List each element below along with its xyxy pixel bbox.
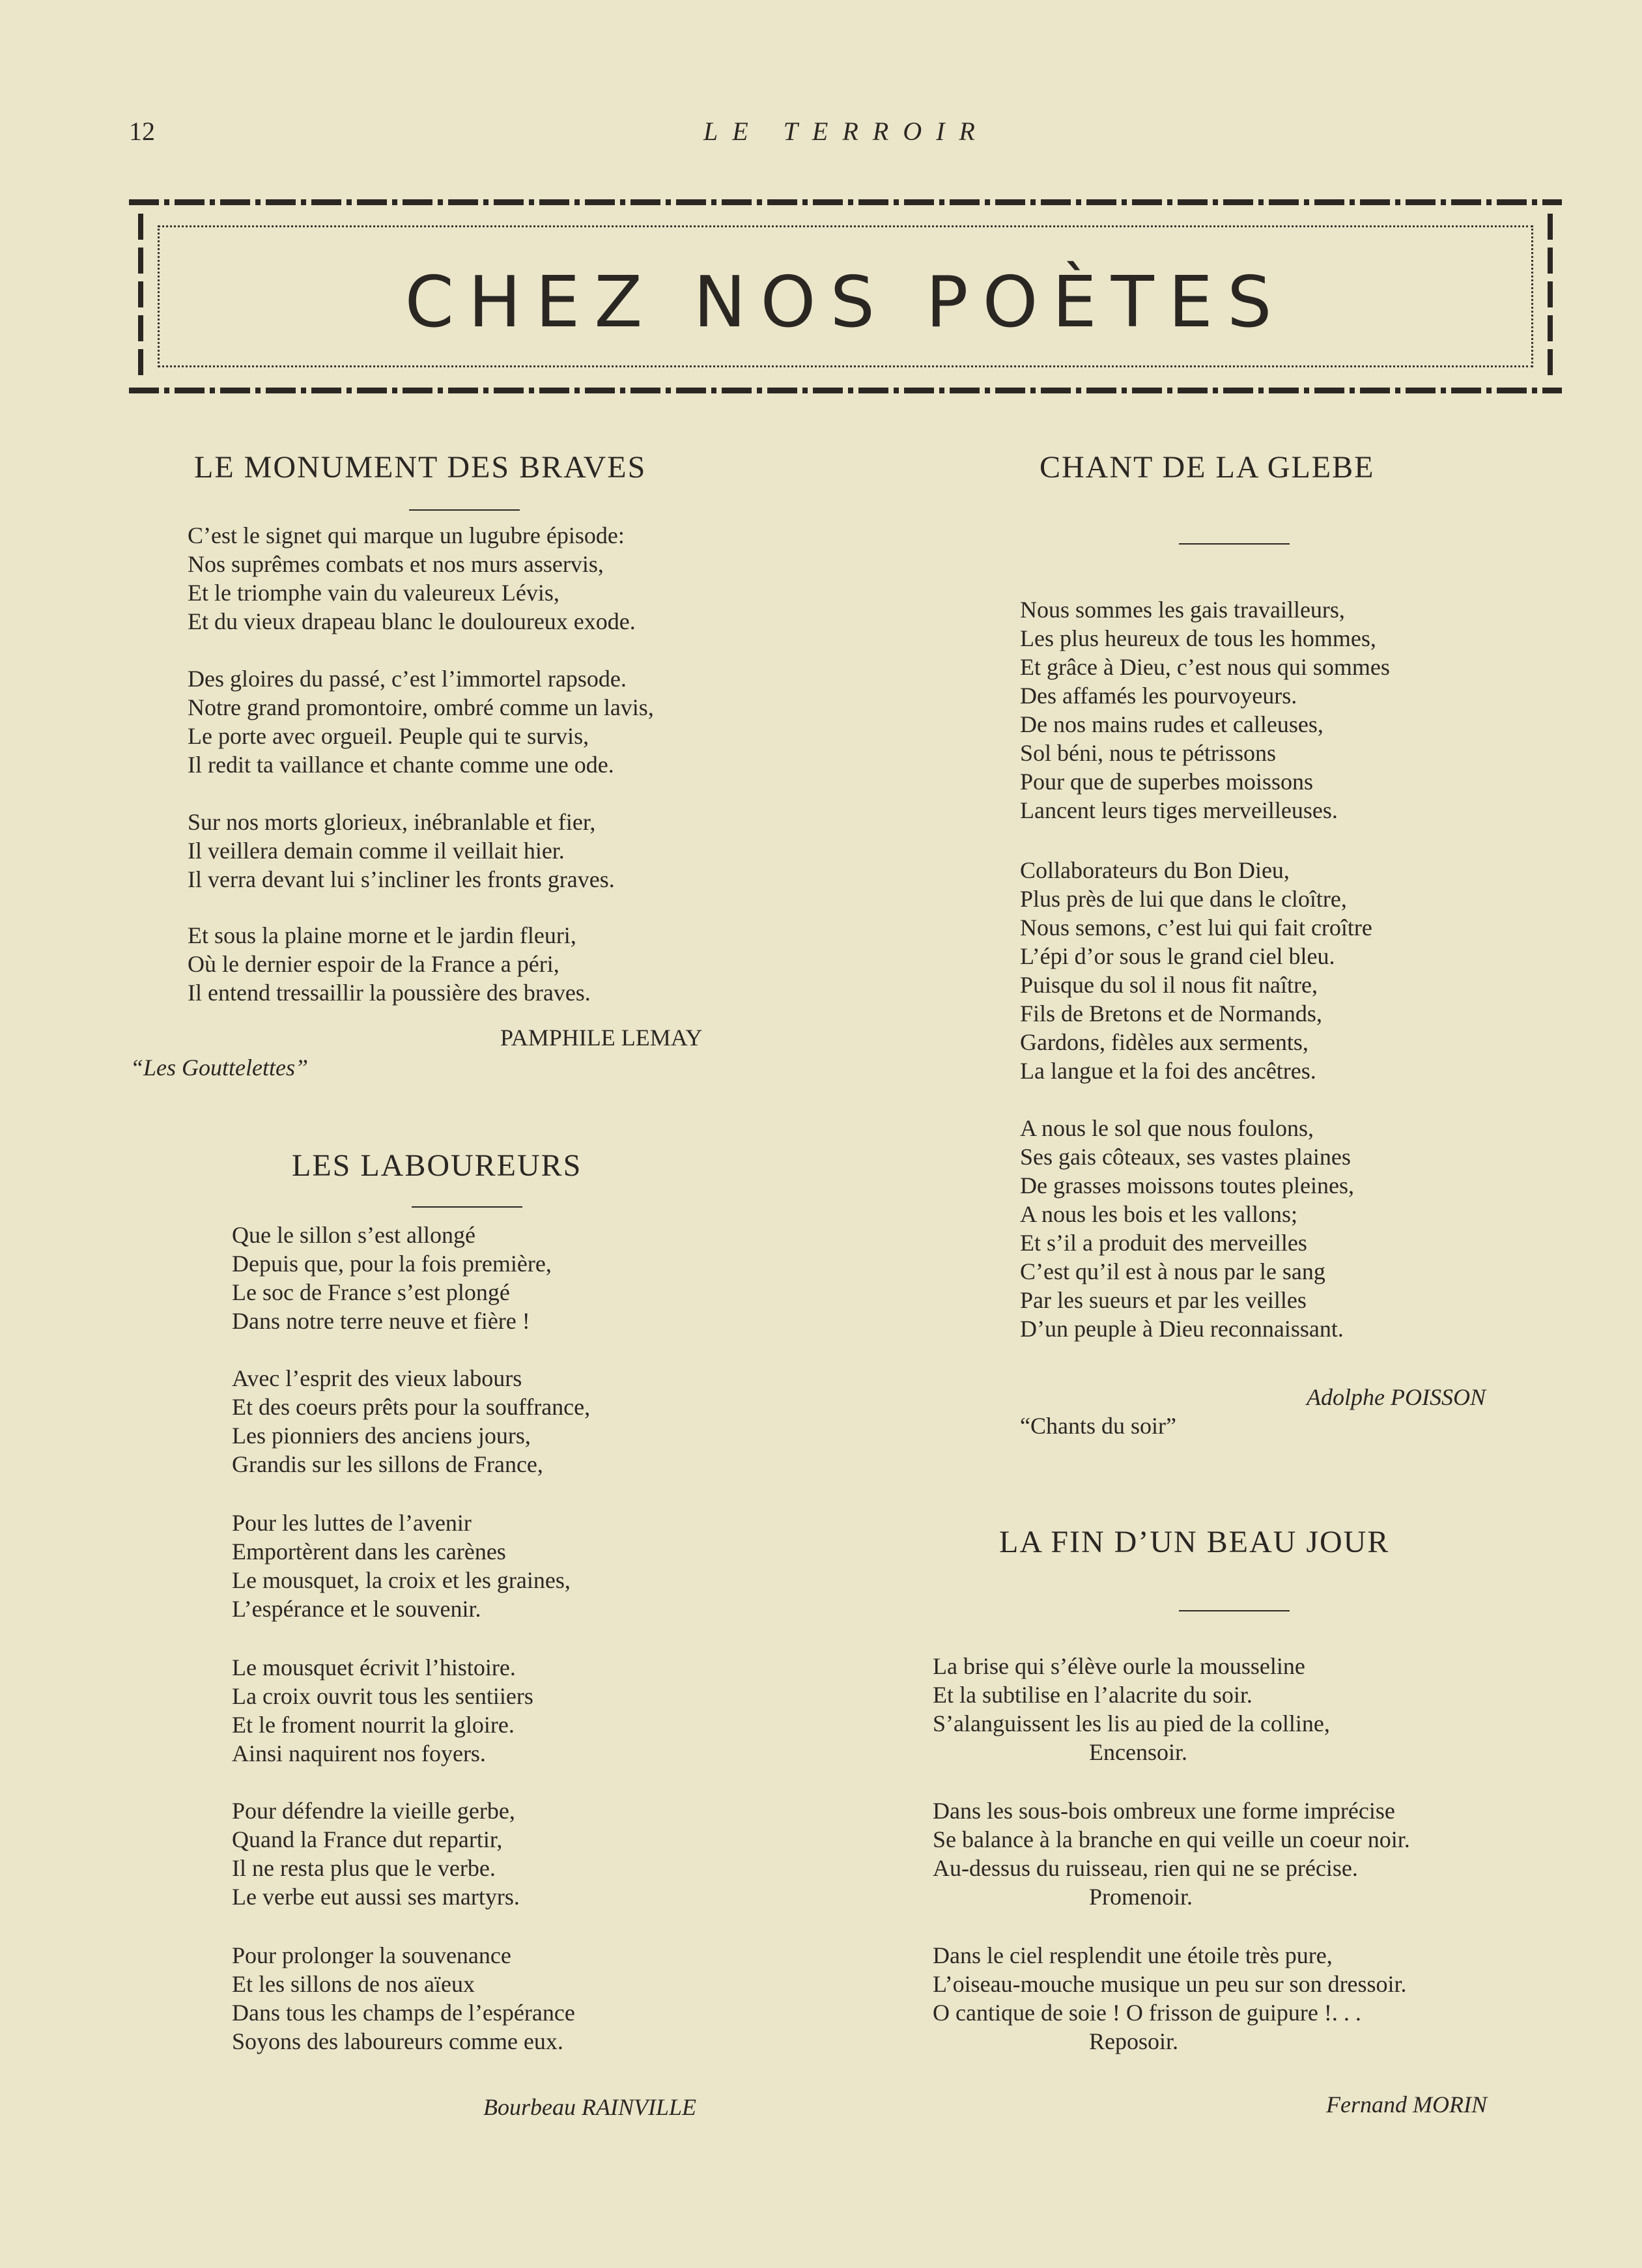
stanza: Des gloires du passé, c’est l’immortel rapsode. Notre grand promontoire, ombré comme un lavis, Le porte avec orgueil. Peuple qui te survis, Il redit ta vaillance et chante comme une ode.	[188, 666, 654, 778]
ornamental-rule-top	[129, 199, 1562, 205]
stanza	[933, 1941, 1407, 2056]
stanza-lines: La brise qui s’élève ourle la mousseline Et la subtilise en l’alacrite du soir. S’alanguissent les lis au pied de la colline,	[933, 1653, 1330, 1736]
author-last-name: MORIN	[1412, 2091, 1487, 2118]
author-first-name: Bourbeau	[483, 2094, 576, 2120]
stanza	[933, 1796, 1410, 1911]
running-title: LE TERROIR	[703, 117, 989, 146]
stanza-refrain: Reposoir.	[1089, 2028, 1179, 2054]
section-title: CHEZ NOS POÈTES	[404, 262, 1286, 343]
stanza: Que le sillon s’est allongé Depuis que, pour la fois première, Le soc de France s’est plongé Dans notre terre neuve et fière !	[232, 1222, 552, 1334]
ornamental-rule-bottom	[129, 388, 1562, 393]
stanza-refrain: Promenoir.	[1089, 1884, 1193, 1910]
stanza: Pour défendre la vieille gerbe, Quand la France dut repartir, Il ne resta plus que le verbe. Le verbe eut aussi ses martyrs.	[232, 1798, 520, 1910]
stanza: C’est le signet qui marque un lugubre épisode: Nos suprêmes combats et nos murs asservis, Et le triomphe vain du valeureux Lévis, Et du vieux drapeau blanc le douloureux exode.	[188, 522, 636, 634]
author-first-name: Adolphe	[1307, 1384, 1385, 1410]
stanza: A nous le sol que nous foulons, Ses gais côteaux, ses vastes plaines De grasses moissons toutes pleines, A nous les bois et les vallons; Et s’il a produit des merveilles C’est qu’il est à nous par le sang Par les sueurs et par les veilles D’un peuple à Dieu reconnaissant.	[1020, 1115, 1354, 1342]
poem-title-glebe: CHANT DE LA GLEBE	[1040, 450, 1375, 485]
poem-source: “Chants du soir”	[1020, 1413, 1176, 1439]
stanza-lines: Dans les sous-bois ombreux une forme imprécise Se balance à la branche en qui veille un coeur noir. Au-dessus du ruisseau, rien qui ne se précise.	[933, 1798, 1410, 1881]
title-rule	[1179, 1610, 1290, 1611]
title-rule	[409, 509, 520, 511]
author-last-name: RAINVILLE	[581, 2094, 696, 2120]
stanza: Collaborateurs du Bon Dieu, Plus près de lui que dans le cloître, Nous semons, c’est lui qui fait croître L’épi d’or sous le grand ciel bleu. Puisque du sol il nous fit naître, Fils de Bretons et de Normands, Gardons, fidèles aux serments, La langue et la foi des ancêtres.	[1020, 857, 1372, 1084]
stanza: Sur nos morts glorieux, inébranlable et fier, Il veillera demain comme il veillait hier. Il verra devant lui s’incliner les fronts graves.	[188, 809, 615, 892]
poem-title-monument: LE MONUMENT DES BRAVES	[194, 450, 647, 485]
poem-author	[1326, 2091, 1487, 2118]
stanza: Et sous la plaine morne et le jardin fleuri, Où le dernier espoir de la France a péri, Il entend tressaillir la poussière des braves.	[188, 922, 591, 1006]
stanza: Pour les luttes de l’avenir Emportèrent dans les carènes Le mousquet, la croix et les graines, L’espérance et le souvenir.	[232, 1510, 571, 1622]
title-rule	[412, 1206, 522, 1208]
page-number: 12	[129, 117, 155, 146]
stanza: Pour prolonger la souvenance Et les sillons de nos aïeux Dans tous les champs de l’espérance Soyons des laboureurs comme eux.	[232, 1942, 575, 2054]
section-banner	[129, 199, 1562, 393]
stanza: Le mousquet écrivit l’histoire. La croix ouvrit tous les sentiiers Et le froment nourrit la gloire. Ainsi naquirent nos foyers.	[232, 1654, 533, 1766]
author-first-name: Fernand	[1326, 2091, 1407, 2118]
author-last-name: POISSON	[1390, 1384, 1486, 1410]
stanza: Avec l’esprit des vieux labours Et des coeurs prêts pour la souffrance, Les pionniers des anciens jours, Grandis sur les sillons de France,	[232, 1365, 591, 1477]
poem-author	[1307, 1383, 1486, 1411]
poem-title-fin: LA FIN D’UN BEAU JOUR	[999, 1525, 1390, 1559]
poem-source: “Les Gouttelettes”	[130, 1055, 309, 1081]
stanza-refrain: Encensoir.	[1089, 1739, 1187, 1765]
stanza-lines: Dans le ciel resplendit une étoile très pure, L’oiseau-mouche musique un peu sur son dressoir. O cantique de soie ! O frisson de guipure !. . .	[933, 1942, 1407, 2026]
stanza: Nous sommes les gais travailleurs, Les plus heureux de tous les hommes, Et grâce à Dieu, c’est nous qui sommes Des affamés les pourvoyeurs. De nos mains rudes et calleuses, Sol béni, nous te pétrissons Pour que de superbes moissons Lancent leurs tiges merveilleuses.	[1020, 597, 1390, 823]
poem-author	[483, 2093, 696, 2121]
poem-author: PAMPHILE LEMAY	[500, 1025, 703, 1051]
poem-title-laboureurs: LES LABOUREURS	[292, 1148, 582, 1183]
stanza	[933, 1652, 1330, 1766]
title-rule	[1179, 543, 1290, 545]
